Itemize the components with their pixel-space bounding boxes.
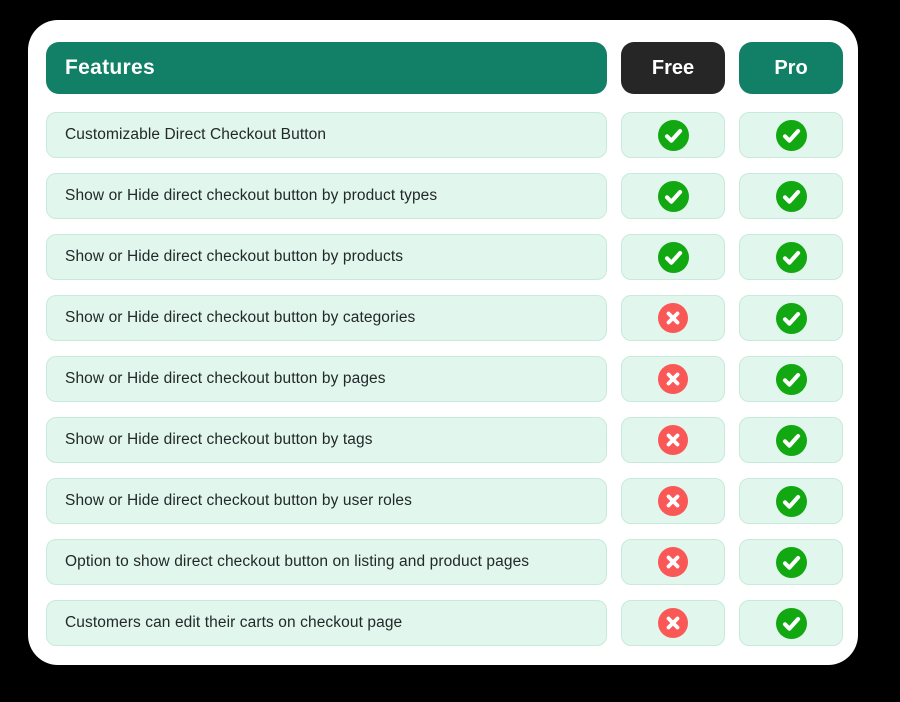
free-status-cell (621, 600, 725, 646)
features-column-header (46, 42, 607, 94)
table-row (46, 600, 844, 646)
check-icon (776, 120, 807, 151)
pro-status-cell (739, 356, 843, 402)
table-row (46, 417, 844, 463)
pro-status-cell (739, 600, 843, 646)
features-header-label: Features (65, 56, 155, 79)
feature-label: Show or Hide direct checkout button by categories (65, 309, 416, 326)
check-icon (776, 547, 807, 578)
check-icon (776, 486, 807, 517)
feature-label: Show or Hide direct checkout button by product types (65, 187, 438, 204)
feature-label: Show or Hide direct checkout button by products (65, 248, 404, 265)
free-status-cell (621, 417, 725, 463)
cross-icon (658, 486, 688, 516)
cross-icon (658, 364, 688, 394)
table-row (46, 112, 844, 158)
check-icon (776, 242, 807, 273)
feature-label: Customizable Direct Checkout Button (65, 126, 327, 143)
check-icon (776, 425, 807, 456)
feature-label: Show or Hide direct checkout button by user roles (65, 492, 412, 509)
free-column-header (621, 42, 725, 94)
free-status-cell (621, 478, 725, 524)
free-status-cell (621, 295, 725, 341)
free-header-label: Free (651, 56, 695, 79)
pro-status-cell (739, 295, 843, 341)
pro-header-label: Pro (774, 56, 808, 79)
feature-label: Show or Hide direct checkout button by pages (65, 370, 386, 387)
feature-cell (46, 234, 607, 280)
feature-cell (46, 112, 607, 158)
pro-status-cell (739, 417, 843, 463)
free-status-cell (621, 173, 725, 219)
feature-label: Customers can edit their carts on checkout page (65, 614, 403, 631)
cross-icon (658, 547, 688, 577)
pro-status-cell (739, 234, 843, 280)
pro-status-cell (739, 539, 843, 585)
check-icon (776, 364, 807, 395)
feature-label: Show or Hide direct checkout button by tags (65, 431, 373, 448)
feature-cell (46, 295, 607, 341)
feature-cell (46, 539, 607, 585)
check-icon (658, 242, 689, 273)
comparison-card (28, 20, 858, 665)
feature-cell (46, 600, 607, 646)
table-row (46, 173, 844, 219)
free-status-cell (621, 539, 725, 585)
pro-status-cell (739, 112, 843, 158)
table-row (46, 234, 844, 280)
check-icon (776, 608, 807, 639)
table-row (46, 478, 844, 524)
free-status-cell (621, 234, 725, 280)
cross-icon (658, 608, 688, 638)
cross-icon (658, 425, 688, 455)
table-header-row (46, 42, 844, 94)
free-status-cell (621, 356, 725, 402)
table-row (46, 356, 844, 402)
feature-label: Option to show direct checkout button on listing and product pages (65, 553, 530, 570)
feature-cell (46, 356, 607, 402)
table-row (46, 539, 844, 585)
feature-rows (46, 112, 844, 646)
feature-cell (46, 173, 607, 219)
free-status-cell (621, 112, 725, 158)
check-icon (776, 181, 807, 212)
pro-status-cell (739, 478, 843, 524)
table-row (46, 295, 844, 341)
feature-cell (46, 417, 607, 463)
check-icon (776, 303, 807, 334)
feature-cell (46, 478, 607, 524)
pro-status-cell (739, 173, 843, 219)
cross-icon (658, 303, 688, 333)
pro-column-header (739, 42, 843, 94)
check-icon (658, 120, 689, 151)
check-icon (658, 181, 689, 212)
